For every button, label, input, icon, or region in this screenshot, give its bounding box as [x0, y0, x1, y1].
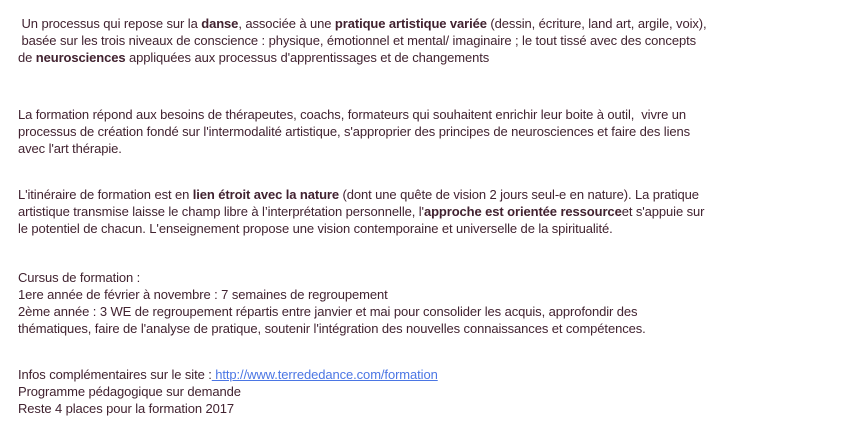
text-run: avec l'art thérapie. — [18, 141, 122, 156]
text-run: thématiques, faire de l'analyse de pratique, soutenir l'intégration des nouvelles connaissances et compétences. — [18, 321, 646, 336]
text-run: La formation répond aux besoins de thérapeutes, coachs, formateurs qui souhaitent enrichir leur boite à outil, vivre un — [18, 107, 687, 122]
paragraph-infos — [18, 366, 846, 417]
text-run: Infos complémentaires sur le site : — [18, 367, 212, 382]
bold-danse: danse — [201, 16, 239, 31]
text-run: appliquées aux processus d'apprentissages et de changements — [125, 50, 490, 65]
text-run: Reste 4 places pour la formation 2017 — [18, 401, 234, 416]
bold-pratique-artistique-variee: pratique artistique variée — [334, 16, 487, 31]
text-run: (dont une quête de vision 2 jours seul-e en nature). La pratique — [339, 187, 699, 202]
text-run: artistique transmise laisse le champ libre à l’interprétation personnelle, l' — [18, 204, 424, 219]
paragraph-audience — [18, 106, 846, 157]
text-run: , associée à une — [238, 16, 335, 31]
text-run: (dessin, écriture, land art, argile, voix), — [486, 16, 707, 31]
bold-neurosciences: neurosciences — [35, 50, 126, 65]
text-run: Programme pédagogique sur demande — [18, 384, 241, 399]
text-run: 2ème année : 3 WE de regroupement répartis entre janvier et mai pour consolider les acquis, approfondir des — [18, 304, 638, 319]
text-run: Un processus qui repose sur la — [18, 16, 202, 31]
paragraph-process-intro — [18, 15, 846, 66]
text-run: et s'appuie sur — [621, 204, 705, 219]
text-run: Cursus de formation : — [18, 270, 141, 285]
paragraph-itinerary — [18, 186, 846, 237]
text-run: L'itinéraire de formation est en — [18, 187, 193, 202]
text-run: 1ere année de février à novembre : 7 semaines de regroupement — [18, 287, 388, 302]
terrededance-formation-link[interactable]: http://www.terrededance.com/formation — [211, 367, 438, 382]
text-run: de — [18, 50, 36, 65]
bold-lien-etroit-nature: lien étroit avec la nature — [192, 187, 340, 202]
text-run: processus de création fondé sur l'intermodalité artistique, s'approprier des principes de neurosciences et faire des liens — [18, 124, 691, 139]
paragraph-cursus — [18, 269, 846, 337]
bold-approche-orientee-ressource: approche est orientée ressource — [423, 204, 622, 219]
text-run: basée sur les trois niveaux de conscience : physique, émotionnel et mental/ imaginaire ; le tout tissé avec des concepts — [18, 33, 696, 48]
text-run: le potentiel de chacun. L'enseignement propose une vision contemporaine et universelle de la spiritualité. — [18, 221, 613, 236]
